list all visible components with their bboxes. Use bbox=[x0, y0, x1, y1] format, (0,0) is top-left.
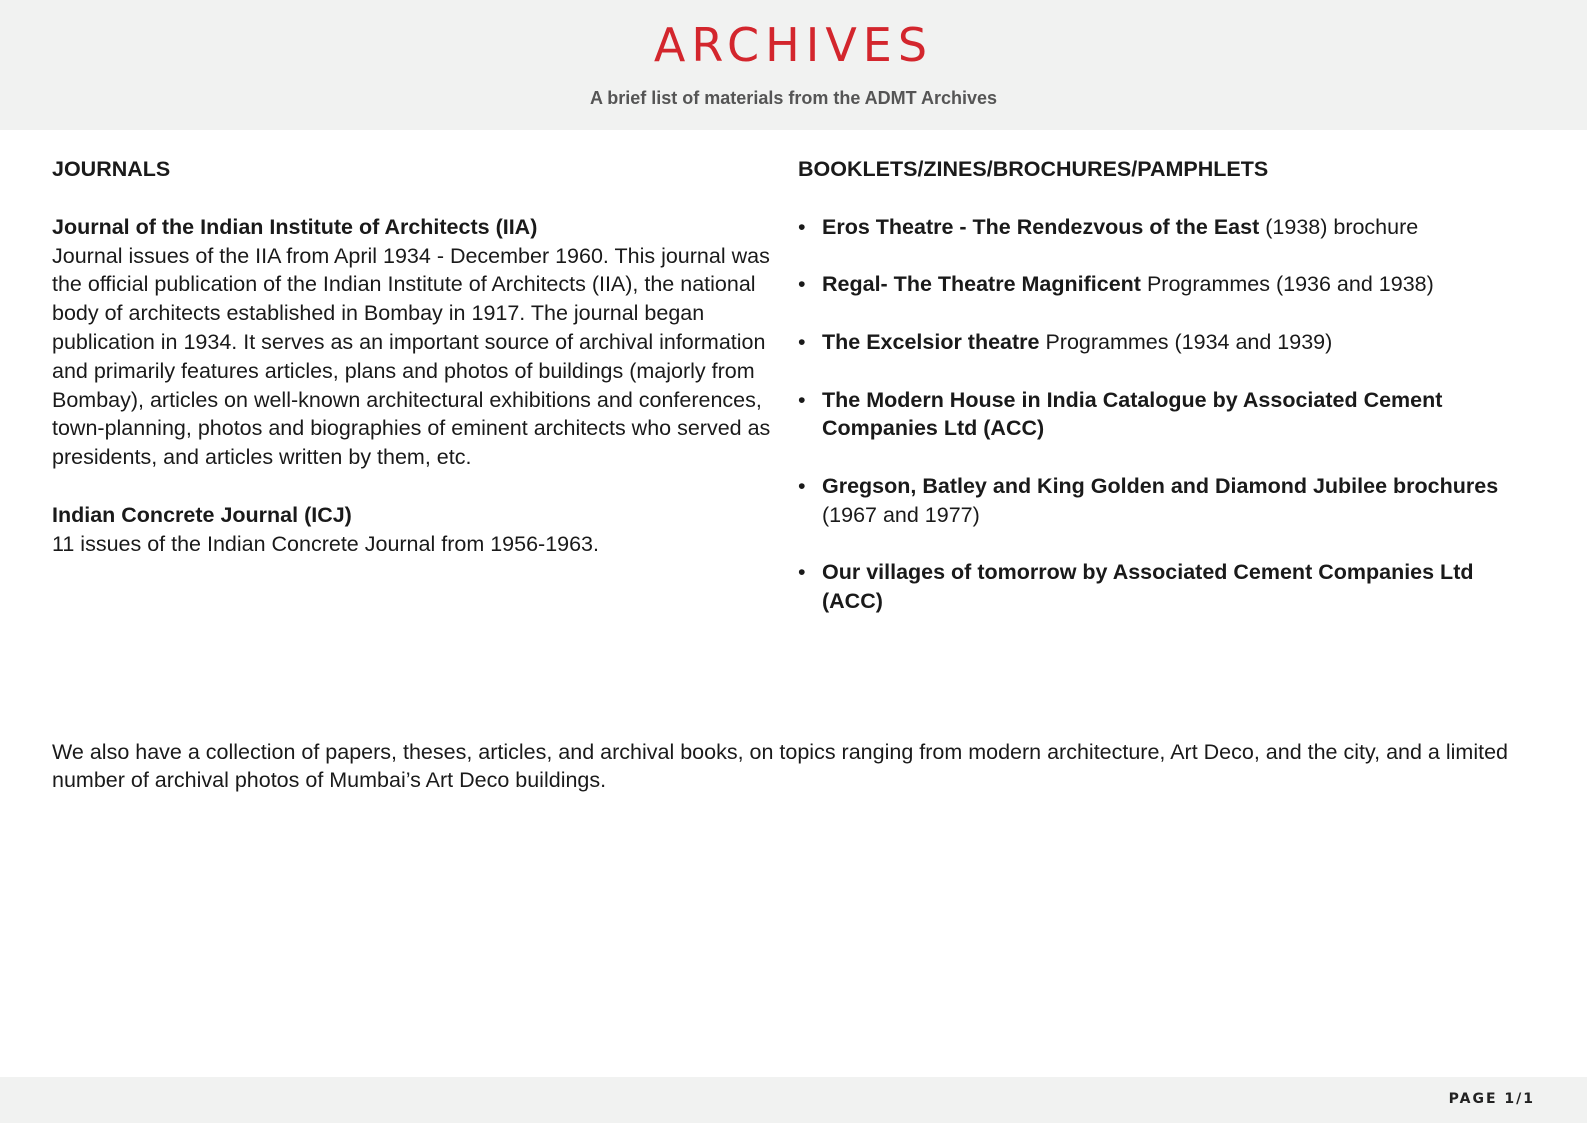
page-header bbox=[0, 0, 1587, 130]
booklets-column bbox=[798, 155, 1538, 645]
bullet-icon: • bbox=[798, 329, 806, 354]
bullet-icon: • bbox=[798, 473, 806, 498]
page-footer bbox=[0, 1077, 1587, 1123]
item-title: Gregson, Batley and King Golden and Diamond Jubilee brochures bbox=[822, 473, 1499, 498]
list-item bbox=[798, 270, 1538, 299]
list-item bbox=[798, 213, 1538, 242]
journals-heading: JOURNALS bbox=[52, 157, 171, 181]
booklets-heading: BOOKLETS/ZINES/BROCHURES/PAMPHLETS bbox=[798, 157, 1269, 181]
booklets-list bbox=[798, 213, 1538, 616]
item-title: The Modern House in India Catalogue by Associated Cement Companies Ltd (ACC) bbox=[822, 387, 1443, 441]
list-item bbox=[798, 558, 1538, 616]
journal-title: Journal of the Indian Institute of Architects (IIA) bbox=[52, 214, 538, 239]
page-subtitle: A brief list of materials from the ADMT Archives bbox=[589, 88, 998, 108]
journals-column bbox=[52, 155, 782, 587]
bullet-icon: • bbox=[798, 214, 806, 239]
item-detail: Programmes (1934 and 1939) bbox=[1039, 329, 1333, 354]
item-detail: Programmes (1936 and 1938) bbox=[1140, 272, 1434, 297]
list-item bbox=[798, 386, 1538, 444]
bullet-icon: • bbox=[798, 272, 806, 297]
item-title: Regal- The Theatre Magnificent bbox=[822, 272, 1141, 297]
journal-description: 11 issues of the Indian Concrete Journal from 1956-1963. bbox=[52, 531, 599, 556]
journal-title: Indian Concrete Journal (ICJ) bbox=[52, 502, 352, 527]
list-item bbox=[798, 328, 1538, 357]
journal-entry bbox=[52, 501, 782, 559]
item-title: The Excelsior theatre bbox=[822, 329, 1040, 354]
journal-description: Journal issues of the IIA from April 1934 - December 1960. This journal was the official publication of the Indian Institute of Architects (IIA), the national body of architects established in Bombay in 1917. The journal began publication in 1934. It serves as an important source of archival information and primarily features articles, plans and photos of buildings (majorly from Bombay), articles on well-known architectural exhibitions and conferences, town-planning, photos and biographies of eminent architects who served as presidents, and articles written by them, etc. bbox=[52, 243, 771, 470]
page-number: PAGE 1/1 bbox=[1448, 1091, 1535, 1107]
page-title: ARCHIVES bbox=[653, 18, 934, 72]
item-title: Our villages of tomorrow by Associated Cement Companies Ltd (ACC) bbox=[822, 560, 1474, 614]
item-detail: (1967 and 1977) bbox=[822, 502, 980, 527]
journal-entry bbox=[52, 213, 782, 472]
bullet-icon: • bbox=[798, 387, 806, 412]
item-title: Eros Theatre - The Rendezvous of the East bbox=[822, 214, 1260, 239]
item-detail: (1938) brochure bbox=[1259, 214, 1419, 239]
collection-note: We also have a collection of papers, theses, articles, and archival books, on topics ranging from modern architecture, Art Deco, and the city, and a limited number of archival photos of Mumbai’s Art Deco buildings. bbox=[52, 739, 1508, 793]
bullet-icon: • bbox=[798, 560, 806, 585]
list-item bbox=[798, 472, 1538, 530]
